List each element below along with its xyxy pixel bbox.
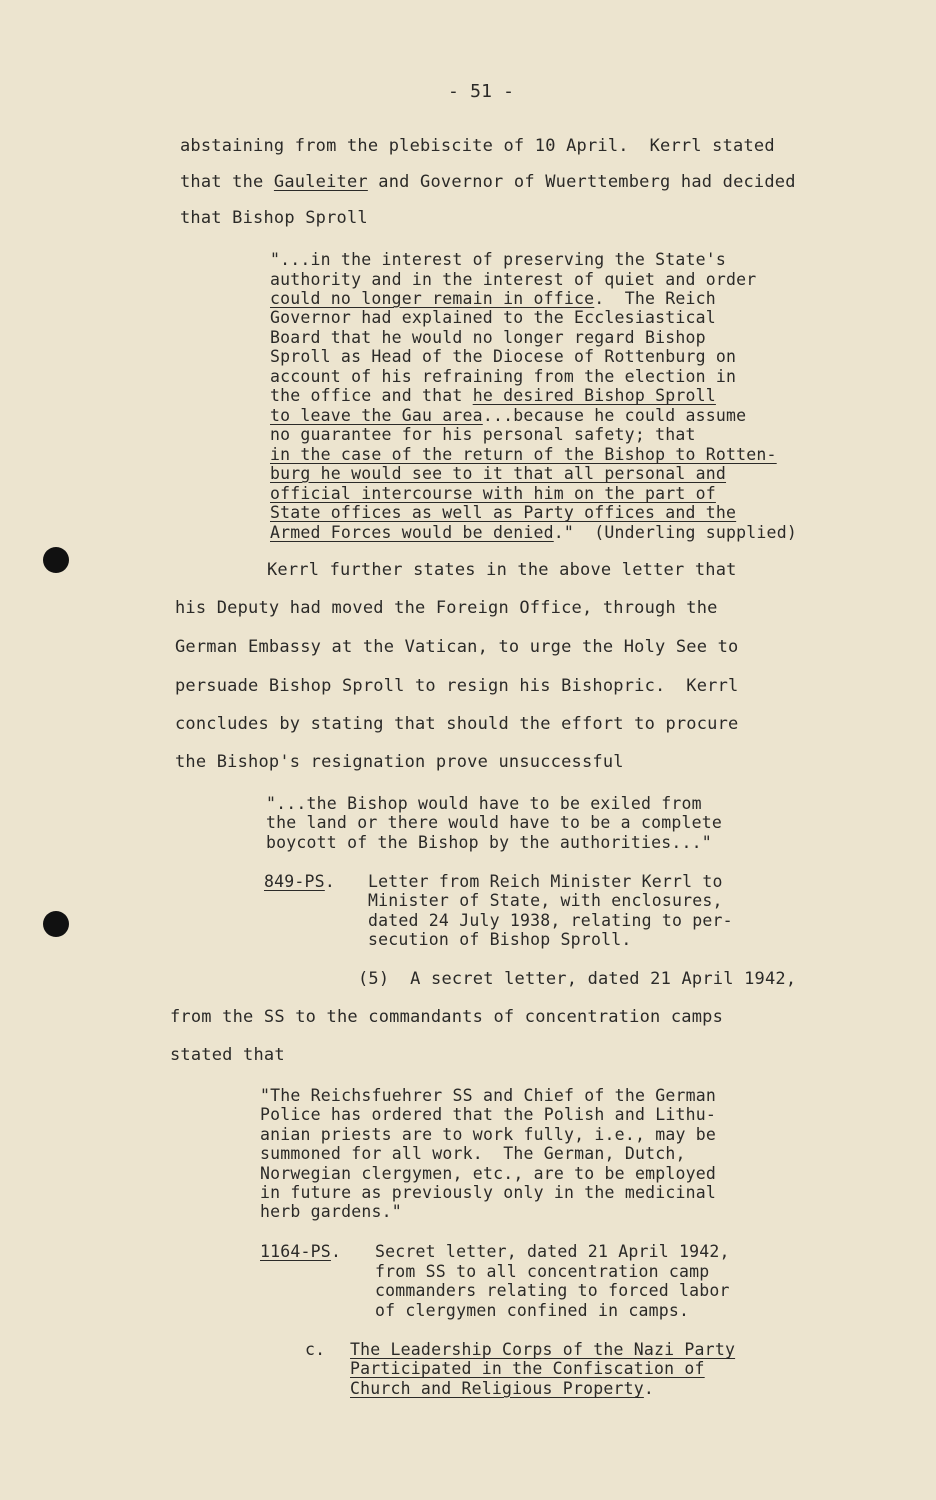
quote-line: State offices as well as Party offices and the [270,503,737,522]
quote-line: Norwegian clergymen, etc., are to be employed [260,1164,717,1183]
quote-line: summoned for all work. The German, Dutch, [260,1144,686,1163]
body-line: stated that [170,1045,285,1065]
body-line: abstaining from the plebiscite of 10 April. Kerrl stated [180,136,775,156]
reference-line: Letter from Reich Minister Kerrl to [368,872,723,891]
body-line: that Bishop Sproll [180,208,368,228]
quote-line: in future as previously only in the medicinal [260,1183,717,1202]
quote-line: the office and that he desired Bishop Sproll [270,386,716,405]
body-line: Kerrl further states in the above letter that [267,560,737,580]
quote-line: in the case of the return of the Bishop to Rotten- [270,445,777,464]
page-number: - 51 - [448,81,515,102]
quote-line: Governor had explained to the Ecclesiastical [270,308,716,327]
quote-line: burg he would see to it that all personal and [270,464,727,483]
body-line: his Deputy had moved the Foreign Office, through the [175,598,718,618]
quote-line: no guarantee for his personal safety; that [270,425,696,444]
reference-line: of clergymen confined in camps. [375,1301,690,1320]
body-line: from the SS to the commandants of concentration camps [170,1007,724,1027]
reference-line: from SS to all concentration camp [375,1262,710,1281]
punch-hole [43,547,69,573]
quote-line: could no longer remain in office. The Reich [270,289,716,308]
body-line: concludes by stating that should the effort to procure [175,714,739,734]
quote-line: Police has ordered that the Polish and Lithu- [260,1105,717,1124]
body-line: German Embassy at the Vatican, to urge the Holy See to [175,637,739,657]
quote-line: account of his refraining from the election in [270,367,737,386]
quote-line: authority and in the interest of quiet and order [270,270,757,289]
body-line: the Bishop's resignation prove unsuccessful [175,752,624,772]
quote-line: the land or there would have to be a complete [266,813,723,832]
quote-line: boycott of the Bishop by the authorities..." [266,833,712,852]
reference-line: commanders relating to forced labor [375,1281,730,1300]
heading-line: Participated in the Confiscation of [350,1359,705,1378]
quote-line: to leave the Gau area...because he could assume [270,406,747,425]
quote-line: anian priests are to work fully, i.e., may be [260,1125,717,1144]
document-id: 849-PS. [264,872,335,891]
quote-line: "The Reichsfuehrer SS and Chief of the German [260,1086,717,1105]
reference-line: Secret letter, dated 21 April 1942, [375,1242,730,1261]
quote-line: Sproll as Head of the Diocese of Rottenburg on [270,347,737,366]
quote-line: official intercourse with him on the part of [270,484,716,503]
body-line: that the Gauleiter and Governor of Wuerttemberg had decided [180,172,796,192]
quote-line: "...in the interest of preserving the State's [270,250,727,269]
heading-line: Church and Religious Property. [350,1379,655,1398]
section-letter: c. [305,1340,326,1359]
punch-hole [43,911,69,937]
reference-line: dated 24 July 1938, relating to per- [368,911,733,930]
body-line: persuade Bishop Sproll to resign his Bishopric. Kerrl [175,676,739,696]
document-id: 1164-PS. [260,1242,342,1261]
body-line: (5) A secret letter, dated 21 April 1942, [358,969,797,989]
quote-line: Board that he would no longer regard Bishop [270,328,706,347]
reference-line: secution of Bishop Sproll. [368,930,632,949]
heading-line: The Leadership Corps of the Nazi Party [350,1340,736,1359]
reference-line: Minister of State, with enclosures, [368,891,723,910]
quote-line: Armed Forces would be denied." (Underling supplied) [270,523,797,542]
quote-line: "...the Bishop would have to be exiled from [266,794,702,813]
quote-line: herb gardens." [260,1202,402,1221]
